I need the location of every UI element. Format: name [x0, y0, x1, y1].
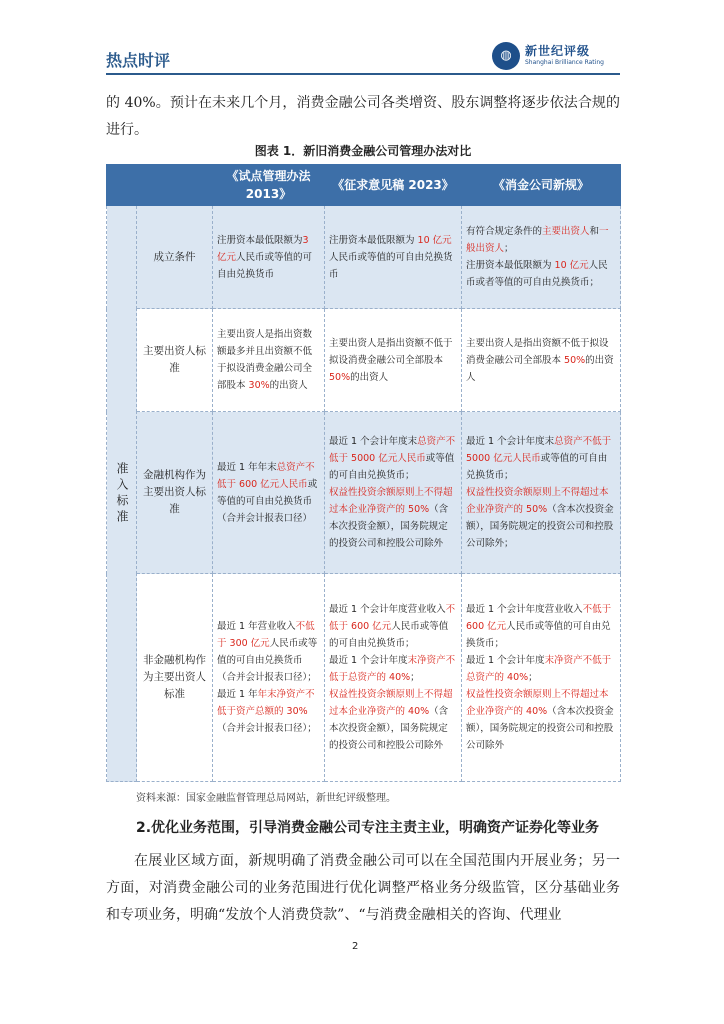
cell-2013: [213, 309, 325, 412]
highlight-text: 30%: [248, 380, 270, 391]
page-number: 2: [352, 941, 359, 952]
row-category: 成立条件: [137, 206, 213, 309]
cell-text: 最近 1 个会计年度末: [329, 436, 418, 447]
highlight-text: 权益性投资余额原则上不得超过本企业净资产的 40%: [466, 689, 609, 717]
logo-chinese-name: 新世纪评级: [525, 44, 591, 58]
comparison-table: [106, 164, 621, 782]
highlight-text: 总资产不低于 5000 亿元人民币: [329, 436, 456, 464]
cell-text: 注册资本最低限额为: [329, 234, 418, 246]
header-cell: [137, 165, 213, 206]
cell-text: 最近 1 个会计年度: [329, 655, 408, 666]
cell-text: 人民币或等值的可自由兑换货币: [217, 251, 313, 280]
brand-logo: [492, 42, 612, 72]
cell-text: 人民币或等值的可自由兑换货币；: [466, 621, 611, 649]
cell-text: 或等值的可自由兑换货币；: [466, 453, 608, 481]
cell-text: 有符合规定条件的: [466, 226, 543, 237]
highlight-text: 总资产不低于 600 亿元人民币: [217, 461, 315, 490]
logo-english-name: Shanghai Brilliance Rating: [525, 59, 604, 66]
cell-text: 人民币或者等值的可自由兑换货币；: [466, 260, 608, 288]
section-heading: 2.优化业务范围，引导消费金融公司专注主责主业，明确资产证券化等业务: [136, 820, 600, 836]
cell-text: 和: [589, 226, 600, 237]
highlight-text: 不低于 600 亿元: [329, 604, 456, 632]
cell-text: 或等值的可自由兑换货币（合并会计报表口径）: [217, 478, 318, 524]
cell-2023: [325, 309, 462, 412]
header-divider: [106, 73, 620, 75]
cell-text: ；: [504, 243, 514, 254]
highlight-text: 50%: [564, 354, 586, 366]
cell-new: [462, 206, 621, 309]
cell-text: 最近 1 个会计年度: [466, 655, 545, 666]
highlight-text: 50%: [329, 371, 351, 383]
cell-text: 的出资人: [350, 371, 389, 383]
highlight-text: 不低于 300 亿元: [217, 621, 315, 649]
cell-text: 或等值的可自由兑换货币；: [329, 453, 455, 481]
highlight-text: 权益性投资余额原则上不得超过本企业净资产的 50%: [329, 487, 453, 515]
body-paragraph: 在展业区域方面，新规明确了消费金融公司可以在全国范围内开展业务；另一方面，对消费金融公司的业务范围进行优化调整严格业务分级监管，区分基础业务和专项业务，明确“发放个人消费贷款”、“与消费金融相关的咨询、代理业: [106, 853, 620, 923]
row-category: 主要出资人标准: [137, 309, 213, 412]
table-row: [107, 574, 621, 782]
cell-text: 主要出资人是指出资额不低于拟设消费金融公司全部股本: [466, 337, 609, 366]
cell-text: 注册资本最低限额为: [466, 260, 555, 271]
cell-2013: [213, 412, 325, 574]
cell-new: [462, 574, 621, 782]
cell-text: ；: [410, 672, 420, 683]
source-note: 资料来源：国家金融监督管理总局网站，新世纪评级整理。: [136, 793, 396, 804]
logo-emblem-icon: ◍: [492, 42, 520, 70]
highlight-text: 总资产不低于 5000 亿元人民币: [466, 436, 612, 464]
highlight-text: 末净资产不低于总资产的 40%: [466, 655, 612, 683]
cell-text: ；: [528, 672, 538, 683]
cell-2023: [325, 412, 462, 574]
cell-text: 注册资本最低限额为: [217, 234, 303, 246]
highlight-text: 10 亿元: [417, 234, 452, 246]
cell-text: （含本次投资金额），国务院规定的投资公司和控股公司除外；: [466, 504, 614, 549]
cell-text: （合并会计报表口径）；: [217, 723, 317, 734]
cell-text: （含本次投资金额），国务院规定的投资公司和控股公司除外: [329, 706, 449, 751]
cell-2013: [213, 206, 325, 309]
cell-text: 最近 1 年: [217, 689, 258, 700]
table-row: [107, 412, 621, 574]
highlight-text: 末净资产不低于总资产的 40%: [329, 655, 456, 683]
header-cell: [107, 165, 137, 206]
cell-text: 最近 1 年年末: [217, 461, 277, 473]
cell-text: （含本次投资金额），国务院规定的投资公司和控股公司除外: [329, 504, 449, 549]
cell-new: [462, 309, 621, 412]
table-row: [107, 206, 621, 309]
row-category: 非金融机构作为主要出资人标准: [137, 574, 213, 782]
header-cell-new: 《消金公司新规》: [462, 165, 621, 206]
side-label: 准入标准: [107, 206, 137, 782]
cell-text: 人民币或等值的可自由兑换货币（合并会计报表口径）；: [217, 638, 318, 683]
highlight-text: 不低于 600 亿元: [466, 604, 612, 632]
cell-2023: [325, 206, 462, 309]
table-row: [107, 309, 621, 412]
cell-2013: [213, 574, 325, 782]
cell-text: 的出资人: [466, 354, 614, 383]
cell-new: [462, 412, 621, 574]
cell-text: 最近 1 年营业收入: [217, 621, 296, 632]
figure-caption: 图表 1．新旧消费金融公司管理办法对比: [254, 144, 472, 158]
cell-text: 的出资人: [269, 380, 308, 391]
header-cell-2013: 《试点管理办法 2013》: [213, 165, 325, 206]
cell-text: 人民币或等值的可自由兑换货币: [329, 251, 453, 280]
row-category: 金融机构作为主要出资人标准: [137, 412, 213, 574]
highlight-text: 权益性投资余额原则上不得超过本企业净资产的 50%: [466, 487, 609, 515]
highlight-text: 年末净资产不低于资产总额的 30%: [217, 689, 315, 717]
highlight-text: 一般出资人: [466, 226, 609, 254]
highlight-text: 3 亿元: [217, 234, 309, 263]
cell-text: 最近 1 个会计年度营业收入: [466, 604, 583, 615]
intro-paragraph: 的 40%。预计在未来几个月，消费金融公司各类增资、股东调整将逐步依法合规的进行。: [106, 95, 620, 138]
highlight-text: 10 亿元: [554, 260, 589, 271]
highlight-text: 权益性投资余额原则上不得超过本企业净资产的 40%: [329, 689, 453, 717]
cell-text: 最近 1 个会计年度末: [466, 436, 555, 447]
table-header-row: [107, 165, 621, 206]
cell-text: 主要出资人是指出资数额最多并且出资额不低于拟设消费金融公司全部股本: [217, 329, 313, 391]
cell-2023: [325, 574, 462, 782]
cell-text: 主要出资人是指出资额不低于拟设消费金融公司全部股本: [329, 337, 453, 366]
highlight-text: 主要出资人: [542, 226, 590, 237]
cell-text: 人民币或等值的可自由兑换货币；: [329, 621, 449, 649]
cell-text: （含本次投资金额），国务院规定的投资公司和控股公司除外: [466, 706, 614, 751]
report-section-title: 热点时评: [106, 51, 171, 70]
cell-text: 最近 1 个会计年度营业收入: [329, 604, 446, 615]
header-cell-2023: 《征求意见稿 2023》: [325, 165, 462, 206]
